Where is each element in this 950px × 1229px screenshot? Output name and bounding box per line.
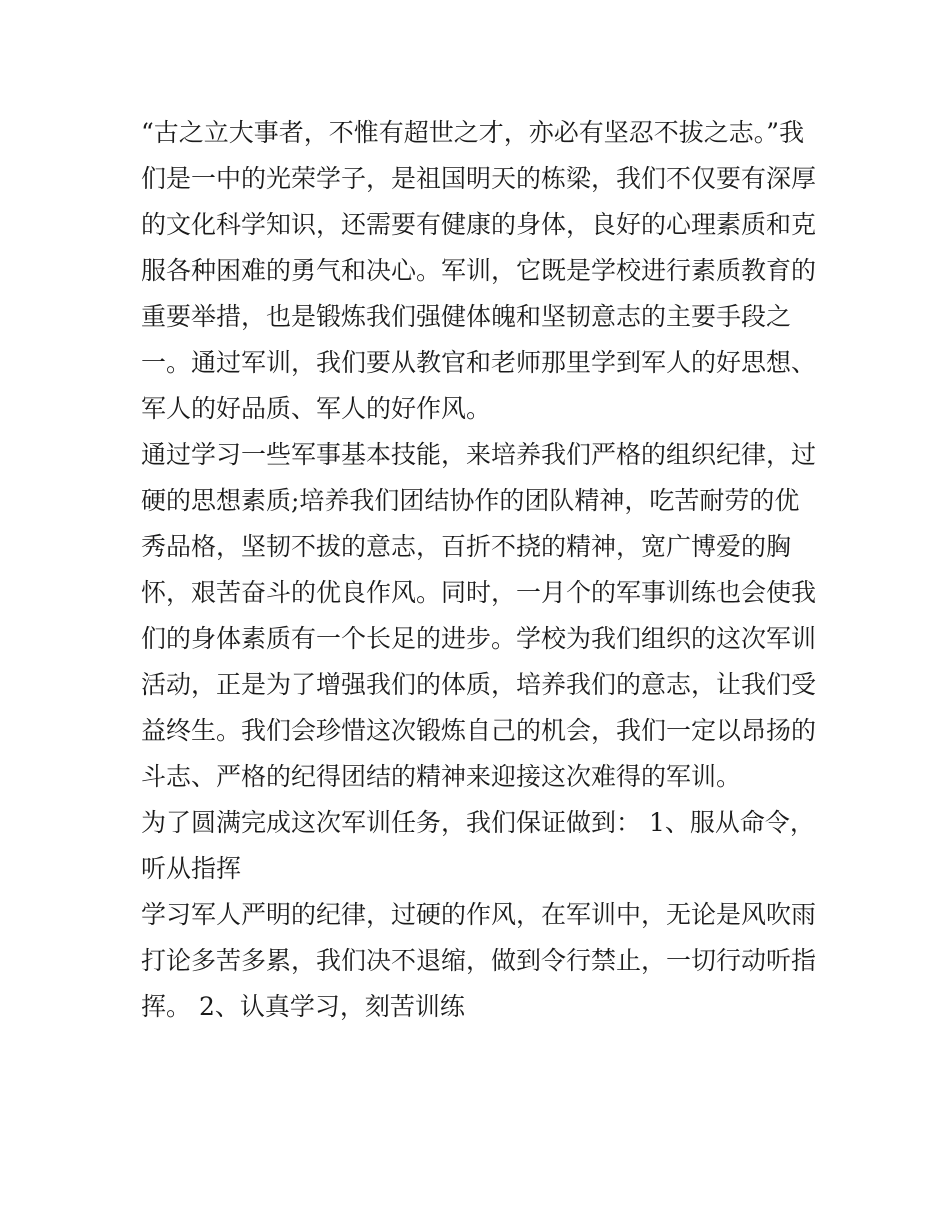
document-body bbox=[141, 110, 821, 1030]
text-line: 们的身体素质有一个长足的进步。学校为我们组织的这次军训 bbox=[141, 624, 817, 653]
text-line: “古之立大事者，不惟有超世之才，亦必有坚忍不拔之志。”我 bbox=[141, 118, 805, 147]
text-line: 硬的思想素质;培养我们团结协作的团队精神，吃苦耐劳的优 bbox=[141, 486, 800, 515]
text-line: 服各种困难的勇气和决心。军训，它既是学校进行素质教育的 bbox=[141, 256, 817, 285]
text-line: 益终生。我们会珍惜这次锻炼自己的机会，我们一定以昂扬的 bbox=[141, 716, 817, 745]
text-line: 怀，艰苦奋斗的优良作风。同时，一月个的军事训练也会使我 bbox=[141, 578, 817, 607]
text-line: 学习军人严明的纪律，过硬的作风，在军训中，无论是风吹雨 bbox=[141, 900, 817, 929]
text-line: 们是一中的光荣学子，是祖国明天的栋梁，我们不仅要有深厚 bbox=[141, 164, 817, 193]
text-line: 通过学习一些军事基本技能，来培养我们严格的组织纪律，过 bbox=[141, 440, 817, 469]
text-line: 听从指挥 bbox=[141, 854, 242, 883]
text-line: 活动，正是为了增强我们的体质，培养我们的意志，让我们受 bbox=[141, 670, 817, 699]
text-line: 为了圆满完成这次军训任务，我们保证做到： 1、服从命令， bbox=[141, 808, 815, 837]
text-line: 斗志、严格的纪得团结的精神来迎接这次难得的军训。 bbox=[141, 762, 742, 791]
text-line: 的文化科学知识，还需要有健康的身体，良好的心理素质和克 bbox=[141, 210, 817, 239]
text-line: 挥。 2、认真学习，刻苦训练 bbox=[141, 992, 465, 1021]
text-line: 一。通过军训，我们要从教官和老师那里学到军人的好思想、 bbox=[141, 348, 817, 377]
text-line: 军人的好品质、军人的好作风。 bbox=[141, 394, 492, 423]
text-line: 秀品格，坚韧不拔的意志，百折不挠的精神，宽广博爱的胸 bbox=[141, 532, 792, 561]
text-line: 重要举措，也是锻炼我们强健体魄和坚韧意志的主要手段之 bbox=[141, 302, 792, 331]
text-line: 打论多苦多累，我们决不退缩，做到令行禁止，一切行动听指 bbox=[141, 946, 817, 975]
